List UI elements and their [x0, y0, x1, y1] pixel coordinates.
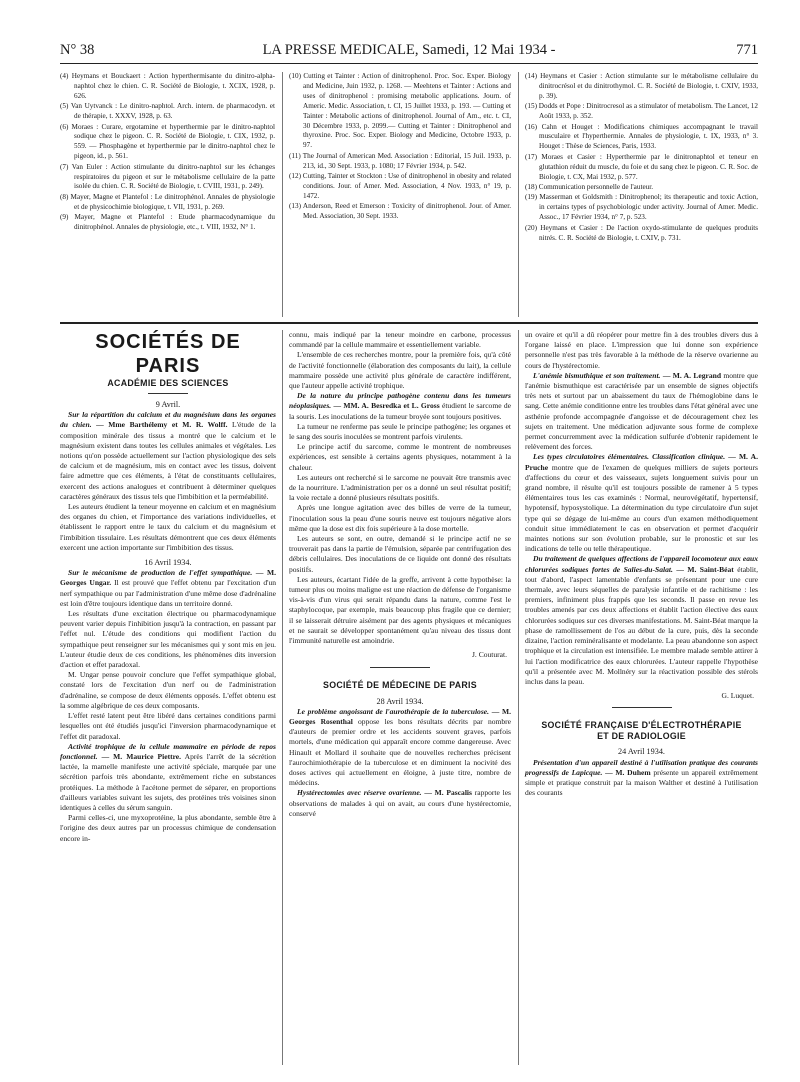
divider: [370, 667, 430, 668]
paragraph: Les types circulatoires élémentaires. Classification clinique. — M. A. Pruche montre que de l'examen de quelques milliers de sujets porteurs d'affections du cœur et des vaisseaux, sujets longuement suivis pour un grand nombre, il résulte qu'il est toujours possible de ramener à 5 types élémentaires tous les cas examinés : Normal, neurovégétatif, hypertensif, hypotensif, hyposystolique. La détermination du type circulatoire d'un sujet type qui se dégage de lui-même au cours d'un examen méthodiquement conduit situe immédiatement le cas en observation et permet d'acquérir maintes notions sur son évolution probable, sur le pronostic et sur les indications de telle ou telle thérapeutique.: [525, 452, 758, 554]
references-column-2: [289, 72, 511, 316]
article-title: Du traitement de quelques affections de l'appareil locomoteur aux eaux chlorurées sodiques fortes de Salies-du-Salat.: [525, 554, 758, 574]
heading-rule: [148, 393, 188, 394]
author: — M. A. Pruche: [525, 452, 758, 472]
section-heading: SOCIÉTÉ DE MÉDECINE DE PARIS: [323, 679, 477, 690]
article-title: Sur la répartition du calcium et du magnésium dans les organes du chien.: [60, 410, 276, 430]
reference-entry: (19) Masserman et Goldsmith : Dinitrophenol; its therapeutic and toxic Action, in certains types of psychobiologic under activity. Journal of Amer. Medic. Assoc., 17 Février 1934, n° 7, p. 523.: [525, 193, 758, 222]
paragraph: L'effet resté latent peut être libéré dans certaines conditions parmi lesquelles ont été étudiés jusqu'ici l'inversion pharmacodynamique et l'effet dit paradoxal.: [60, 711, 276, 741]
paragraph: Après une longue agitation avec des billes de verre de la tumeur, l'inoculation sous la peau d'une souris neuve est toujours négative alors même que la dose est dix fois supérieure à la dose mortelle.: [289, 503, 511, 533]
reference-entry: (12) Cutting, Tainter et Stockton : Use of dinitrophenol in obesity and related conditions. Jour. of Amer. Med. Association, 4 Nov. 1933, n° 19, p. 1472.: [289, 172, 511, 200]
author: — M. Pascalis: [424, 788, 472, 798]
article-title: Activité trophique de la cellule mammaire en période de repos fonctionnel.: [60, 741, 276, 761]
page-title: SOCIÉTÉS DE PARIS: [95, 331, 241, 377]
author: — M. Georges Rosenthal: [289, 706, 512, 726]
reference-entry: (6) Moraes : Curare, ergotamine et hyperthermie par le dinitro-naphtol sodique chez le pigeon. C. R. Société de Biologie, t. CIX, 1932, p. 559. — Phosphagène et hyperthermie par le dinitro-naphtol chez le pigeon, id., p. 561.: [60, 122, 275, 161]
reference-entry: (20) Heymans et Casier : De l'action oxydo-stimulante de quelques produits nitrés. C. R. Société de Biologie, t. CXIV, p. 731.: [525, 223, 758, 242]
author: — MM. A. Besredka et L. Gross: [333, 401, 440, 411]
reference-entry: (5) Van Uytvanck : Le dinitro-naphtol. Arch. intern. de pharmacodyn. et de thérapie, t. XXXV, 1928, p. 63.: [60, 102, 275, 121]
section-date: 16 Avril 1934.: [144, 558, 192, 568]
column-divider: [518, 72, 519, 317]
article-column-1: [60, 330, 276, 844]
paragraph: Le problème angoissant de l'aurothérapie de la tuberculose. — M. Georges Rosenthal oppose les bons résultats décrits par nombre d'auteurs de premier ordre et les accidents souvent graves, parfois mortels, d'une médication qui apparaît encore comme dangereuse. Avec Hinault et Mollard il souhaite que de nouvelles recherches précisent l'aurochimiothérapie de la tuberculose et en diminuent la nocivité des doses actives qui actuellement en éloigne, à juste titre, nombre de médecins.: [289, 706, 512, 788]
section-date: 28 Avril 1934.: [376, 696, 424, 706]
paragraph: Présentation d'un appareil destiné à l'utilisation pratique des courants progressifs de Lapicque. — M. Duhem présente un appareil extrêmement simple et pratique construit par la maison Walther et destiné à l'utilisation des courants: [525, 757, 759, 798]
references-column-1: [60, 72, 275, 316]
author: — Mme Barthélemy et M. R. Wolff.: [96, 420, 228, 430]
reference-entry: (14) Heymans et Casier : Action stimulante sur le métabolisme cellulaire du dinitrocrésol et du dinitrothymol. C. R. Société de Biologie, t. CXIV, 1933, p. 39).: [525, 72, 758, 100]
header-rule: [60, 63, 758, 64]
reference-entry: (10) Cutting et Tainter : Action of dinitrophenol. Proc. Soc. Exper. Biology and Medicine, Juin 1932, p. 1268. — Meehtens et Tainter : Actions and uses of dinitrophenol : promising metabolic applications. Journ. of Americ. Medic. Association, t. CI, 15 Juillet 1933, p. 193. — Cutting et Tainter : Metabolic actions of dinitrophenol. Journal of Am., etc. t. CI, 30 Décembre 1933, p. 2099.— Cutting et Tainter : Dinitrophenol and thyroxine. Proc. Soc. Exper. Biology and Medicine, Octobre 1933, p. 97.: [289, 72, 511, 150]
references-column-3: [525, 72, 758, 316]
paragraph: Activité trophique de la cellule mammaire en période de repos fonctionnel. — M. Maurice Piettre. Après l'arrêt de la sécrétion lactée, la mamelle manifeste une activité spéciale, marquée par une sécrétion parfois très abondante, extrêmement riche en substances protéiques. La méthode à l'acétone permet de séparer, en proportions d'ailleurs variables suivant les sujets, des protéines très voisines sinon identiques à celles du sérum sanguin.: [60, 741, 276, 812]
section-heading: SOCIÉTÉ FRANÇAISE D'ÉLECTROTHÉRAPIE: [541, 720, 742, 731]
paragraph: Les résultats d'une excitation électrique ou pharmacodynamique peuvent varier depuis l'inhibition jusqu'à la contraction, en passant par l'effet nul. L'étude des conditions qui modifient l'action du sympathique peut renseigner sur les mécanismes qui y sont mis en jeu. L'auteur étudie deux de ces conditions, les phénomènes dits inversion d'action et effet paradoxal.: [60, 609, 276, 670]
author: — M. A. Legrand: [662, 370, 722, 380]
paragraph: connu, mais indiqué par la teneur moindre en carbone, processus commandé par la cellule mammaire et essentiellement variable.: [289, 330, 511, 350]
paragraph: Sur le mécanisme de production de l'effet sympathique. — M. Georges Ungar. Il est prouvé que l'effet obtenu par l'excitation d'un nerf sympathique ou par l'administration d'une même dose d'adrénaline est loin d'être toujours identique dans un territoire donné.: [60, 568, 276, 608]
article-column-2: [289, 330, 511, 819]
section-heading: ET DE RADIOLOGIE: [597, 731, 686, 742]
reference-entry: (17) Moraes et Casier : Hyperthermie par le dinitronaphtol et teneur en glutathion réduit du muscle, du foie et du sang chez le pigeon. C. R. Soc. de Biologie, t. CX, Mai 1932, p. 577.: [525, 152, 758, 181]
author: — M. Maurice Piettre.: [101, 751, 182, 761]
paragraph: Hystérectomies avec réserve ovarienne. — M. Pascalis rapporte les observations de malades à qui on avait, au cours d'une hystérectomie, conservé: [289, 788, 511, 818]
paragraph: Parmi celles-ci, une myxoprotéine, la plus abondante, semble être à l'origine des deux autres par un processus chimique de condensation encore in-: [60, 813, 276, 843]
author: — M. Duhem: [605, 767, 651, 777]
reference-entry: (9) Mayer, Magne et Plantefol : Etude pharmacodynamique du dinitrophénol. Annales de physiologie, etc., t. VIII, 1932, N° 1.: [60, 213, 275, 232]
paragraph: un ovaire et qu'il a dû réopérer pour mettre fin à des troubles divers dus à l'organe laissé en place. L'impression que lui donne son expérience personnelle n'est pas très favorable à la méthode de la réserve ovarienne au cours de l'hystérectomie.: [525, 330, 758, 370]
page-number: 771: [736, 42, 758, 58]
article-title: Les types circulatoires élémentaires. Classification clinique.: [533, 452, 726, 462]
issue-number: N° 38: [60, 42, 95, 58]
reference-entry: (8) Mayer, Magne et Plantefol : Le dinitrophénol. Annales de physiologie et de physicochimie biologique, t. VII, 1931, p. 269.: [60, 192, 275, 211]
paragraph: Sur la répartition du calcium et du magnésium dans les organes du chien. — Mme Barthélemy et M. R. Wolff. L'étude de la composition minérale des tissus a montré que le calcium et le magnésium existent dans toutes les cellules animales et végétales. Les notions qu'on possède actuellement sur l'action physiologique des sels de calcium et de magnésium, mis en contact avec les tissus, doivent faire admettre que ces éléments, à l'état de constituants cellulaires, exercent des actions analogues et contribuent à déterminer quelques caractères généraux des tissus tels que l'imbibition et la perméabilité.: [60, 410, 277, 501]
section-date: 24 Avril 1934.: [618, 747, 665, 757]
paragraph: Les auteurs étudient la teneur moyenne en calcium et en magnésium des organes du chien, et l'importance des variations individuelles, et établissent le rapport entre le taux du calcium et du magnésium et l'imbibition tissulaire. Les résultats démontrent que ces deux éléments exercent une action importante sur l'imbibition des tissus.: [60, 502, 276, 552]
article-title: Hystérectomies avec réserve ovarienne.: [297, 788, 422, 798]
paragraph: Les auteurs se sont, en outre, demandé si le principe actif ne se trouverait pas dans la partie de l'émulsion, séparée par centrifugation des débris cellulaires. Des inoculations de ce liquide ont donné des résultats positifs.: [289, 534, 511, 574]
paragraph: M. Ungar pense pouvoir conclure que l'effet sympathique global, constaté lors de l'excitation d'un nerf ou de l'administration d'adrénaline, se compose de deux éléments opposés. L'effet obtenu est la somme algébrique de ces deux composants.: [60, 670, 276, 710]
paragraph: Le principe actif du sarcome, comme le montrent de nombreuses expériences, est sensible à certains agents physiques, notamment à la chaleur.: [289, 442, 511, 472]
paragraph: Les auteurs, écartant l'idée de la greffe, arrivent à cette hypothèse: la tumeur plus ou moins maligne est une réaction de défense de l'organisme vis-à-vis d'un virus qui serait répandu dans la nature, comme l'est le staphylocoque, par exemple, mais beaucoup plus fragile que ce dernier; il se laisserait détruire aisément par des agents physiques et mécaniques et ne saurait se développer spontanément qu'au niveau des tissus dont l'immunité naturelle est amoindrie.: [289, 574, 511, 646]
column-divider: [282, 72, 283, 317]
article-title: Le problème angoissant de l'aurothérapie de la tuberculose.: [297, 706, 489, 716]
reference-entry: (4) Heymans et Bouckaert : Action hyperthermisante du dinitro-alpha-naphtol chez le chien. C. R. Société de Biologie, t. XCIX, 1928, p. 626.: [60, 72, 275, 100]
paragraph: Du traitement de quelques affections de l'appareil locomoteur aux eaux chlorurées sodiques fortes de Salies-du-Salat. — M. Saint-Béat établit, tout d'abord, l'aspect lamentable d'enfants se présentant pour une cure thermale, avec leurs séquelles de paralysie infantile et de rachitisme : les premiers, infiniment plus frappés que les seconds. Il passe en revue les troubles amenés par ces deux affections et établit l'action élective des eaux chlorurées sodiques sur ces diverses manifestations. M. Saint-Béat marque la phase de ramollissement de l'os au début de la cure, puis, dès la seconde dizaine, l'action reminéralisante et modelante. La peau abandonne son aspect trophique et la circulation est intensifiée. Le membre malade semble attirer à lui l'action modificatrice des eaux chlorurées. L'auteur rappelle l'hypothèse qu'il a présentée avec M. Mollnéry sur la réactivation possible des stérols inclus dans la peau.: [525, 554, 758, 686]
reference-entry: (16) Cahn et Houget : Modifications chimiques accompagnant le travail musculaire et l'hyperthermie. Annales de physiologie, t. IX, 1933, n° 3. Houget : Thèse de Sciences, Paris, 1933.: [525, 122, 758, 151]
paragraph: La tumeur ne renferme pas seule le principe pathogène; les organes et le sang des souris inoculées se montrent parfois virulents.: [289, 421, 511, 442]
article-title: L'anémie bismuthique et son traitement.: [533, 370, 661, 380]
article-title: Présentation d'un appareil destiné à l'utilisation pratique des courants progressifs de Lapicque.: [525, 757, 758, 777]
section-rule: [60, 322, 758, 324]
reference-entry: (7) Van Euler : Action stimulante du dinitro-naphtol sur les échanges respiratoires du pigeon et sur le métabolisme cellulaire de la patte isolée du chien. C. R. Société de Biologie, t. CVIII, 1931, p. 249).: [60, 162, 275, 191]
reference-entry: (11) The Journal of American Med. Association : Editorial, 15 Juil. 1933, p. 213, id., 30 Sept. 1933, p. 1080; 17 Février 1934, p. 542.: [289, 151, 511, 170]
journal-title: LA PRESSE MEDICALE, Samedi, 12 Mai 1934 -: [262, 42, 556, 58]
author: — M. Saint-Béat: [676, 564, 734, 574]
paragraph: L'ensemble de ces recherches montre, pour la première fois, qu'à côté de l'activité fonctionnelle (élaboration des composants du lait), la cellule mammaire possède une activité plus générale de caractère indifférent, que l'auteur appelle activité trophique.: [289, 350, 511, 391]
column-divider: [282, 330, 283, 1065]
reference-entry: (13) Anderson, Reed et Emerson : Toxicity of dinitrophenol. Jour. of Amer. Med. Association, 30 Sept. 1933.: [289, 202, 511, 221]
paragraph: L'anémie bismuthique et son traitement. — M. A. Legrand montre que l'anémie bismuthique est caractérisée par un ensemble de signes objectifs très nets et surtout par un abaissement du taux de l'hémoglobine dans le sang. Cette anémie conditionne entre les troubles dans l'état général avec une asthénie profonde accompagnée d'angoisse et de découragement chez les sujets en traitement. Une médication adjuvante sous forme de complexe permet concurremment avec la médication sulfurée d'obtenir rapidement le relèvement des forces.: [525, 370, 759, 452]
page-header: [60, 42, 758, 68]
column-divider: [518, 330, 519, 1065]
reference-entry: (18) Communication personnelle de l'auteur.: [525, 182, 654, 191]
article-title: De la nature du principe pathogène contenu dans les tumeurs néoplasiques.: [289, 391, 511, 411]
divider: [612, 707, 672, 708]
section-heading: ACADÉMIE DES SCIENCES: [107, 378, 229, 388]
signature: G. Luquet.: [721, 691, 754, 701]
paragraph: De la nature du principe pathogène contenu dans les tumeurs néoplasiques. — MM. A. Besredka et L. Gross étudient le sarcome de la souris. Les inoculations de la tumeur broyée sont toujours positives.: [289, 391, 511, 421]
article-column-3: [525, 330, 758, 798]
reference-entry: (15) Dodds et Pope : Dinitrocresol as a stimulator of metabolism. The Lancet, 12 Août 1933, p. 352.: [525, 102, 758, 121]
article-title: Sur le mécanisme de production de l'effet sympathique.: [68, 568, 253, 578]
paragraph: Les auteurs ont recherché si le sarcome ne pouvait être transmis avec de la nourriture. L'administration per os a donné un seul résultat positif; la voie rectale a donné plusieurs résultats positifs.: [289, 472, 511, 503]
section-date: 9 Avril.: [155, 400, 181, 409]
signature: J. Couturat.: [471, 650, 507, 660]
author: — M. Georges Ungar.: [60, 568, 276, 588]
